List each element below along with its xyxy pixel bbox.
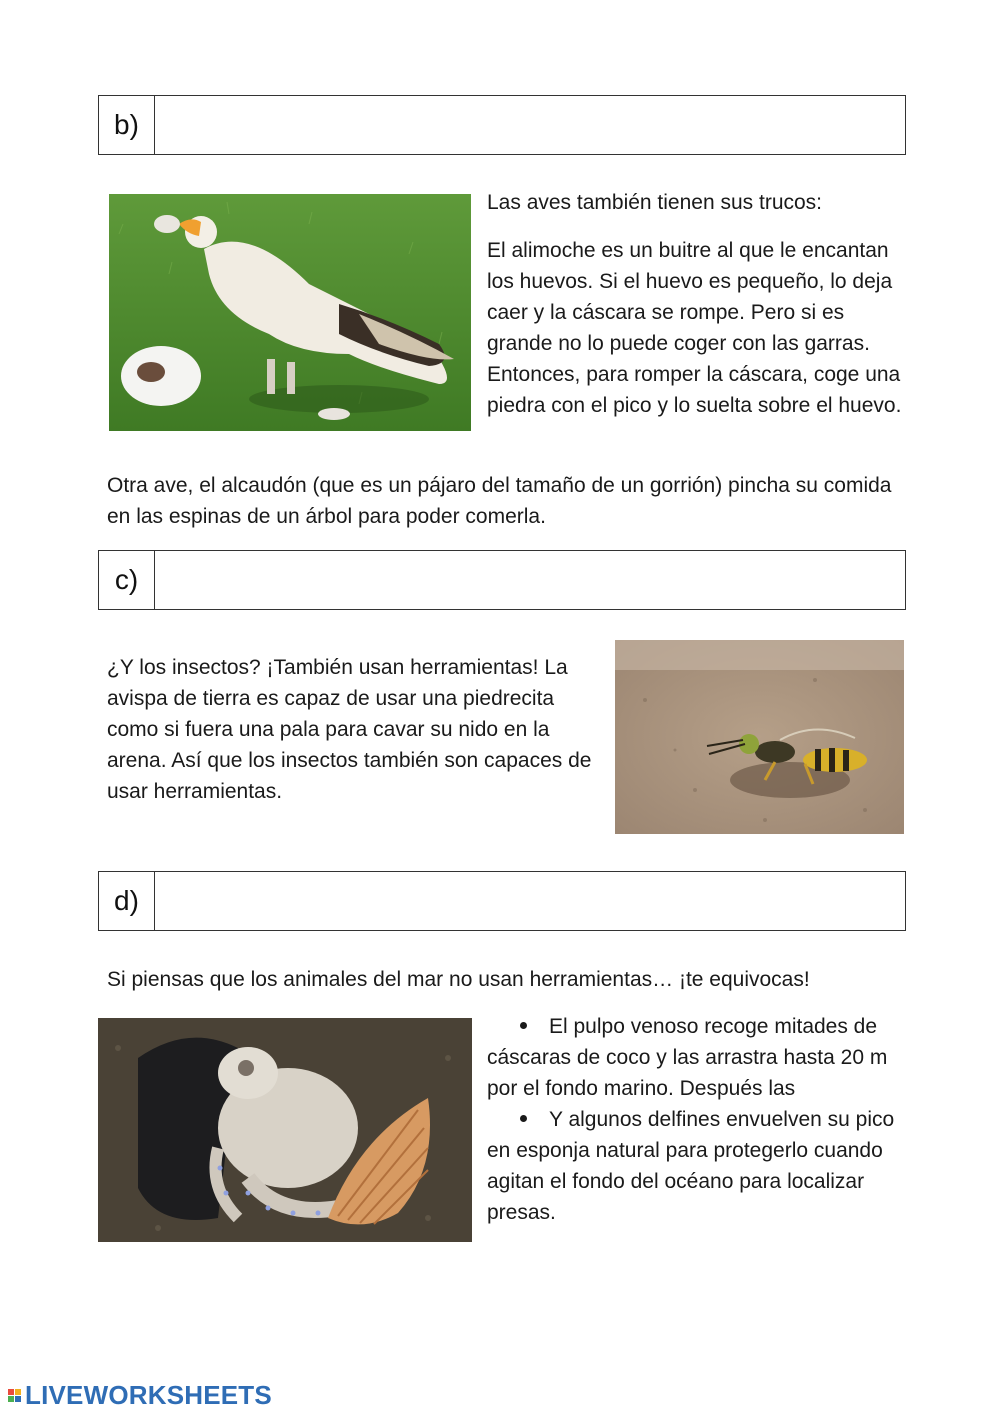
octopus-bullet-text: El pulpo venoso recoge mitades de cáscaras de coco y las arrastra hasta 20 m por el fondo marino. Después las: [487, 1015, 888, 1100]
section-label-b: b): [99, 96, 155, 154]
logo-mark-icon: [8, 1389, 21, 1402]
section-label-d: d): [99, 872, 155, 930]
brand-name: LIVEWORKSHEETS: [25, 1379, 272, 1410]
octopus-photo: [98, 1018, 472, 1242]
shrike-paragraph: Otra ave, el alcaudón (que es un pájaro del tamaño de un gorrión) pincha su comida en las espinas de un árbol para poder comerla.: [107, 474, 892, 528]
answer-box-d: [98, 871, 906, 931]
wasp-photo: [615, 640, 904, 834]
dolphin-bullet-text: Y algunos delfines envuelven su pico en esponja natural para protegerlo cuando agitan el fondo del océano para localizar presas.: [487, 1108, 895, 1224]
insects-paragraph: ¿Y los insectos? ¡También usan herramientas! La avispa de tierra es capaz de usar una piedrecita como si fuera una pala para cavar su nido en la arena. Así que los insectos también son capaces de usar herramientas.: [107, 656, 592, 803]
section-label-c: c): [99, 551, 155, 609]
sea-intro: Si piensas que los animales del mar no usan herramientas… ¡te equivocas!: [107, 968, 810, 991]
vulture-paragraph: El alimoche es un buitre al que le encantan los huevos. Si el huevo es pequeño, lo deja caer y la cáscara se rompe. Pero si es grande no lo puede coger con las garras. Entonces, para romper la cáscara, coge una piedra con el pico y lo suelta sobre el huevo.: [487, 239, 902, 417]
answer-input-b[interactable]: [156, 96, 905, 154]
list-item: [487, 1011, 907, 1104]
list-item: [487, 1104, 907, 1228]
liveworksheets-logo[interactable]: [8, 1380, 272, 1410]
bullet-icon: [520, 1115, 527, 1122]
answer-box-c: [98, 550, 906, 610]
vulture-photo: [109, 194, 471, 431]
answer-input-c[interactable]: [156, 551, 905, 609]
sea-bullet-list: [487, 1011, 907, 1228]
answer-box-b: [98, 95, 906, 155]
birds-intro: Las aves también tienen sus trucos:: [487, 191, 823, 214]
answer-input-d[interactable]: [156, 872, 905, 930]
bullet-icon: [520, 1022, 527, 1029]
